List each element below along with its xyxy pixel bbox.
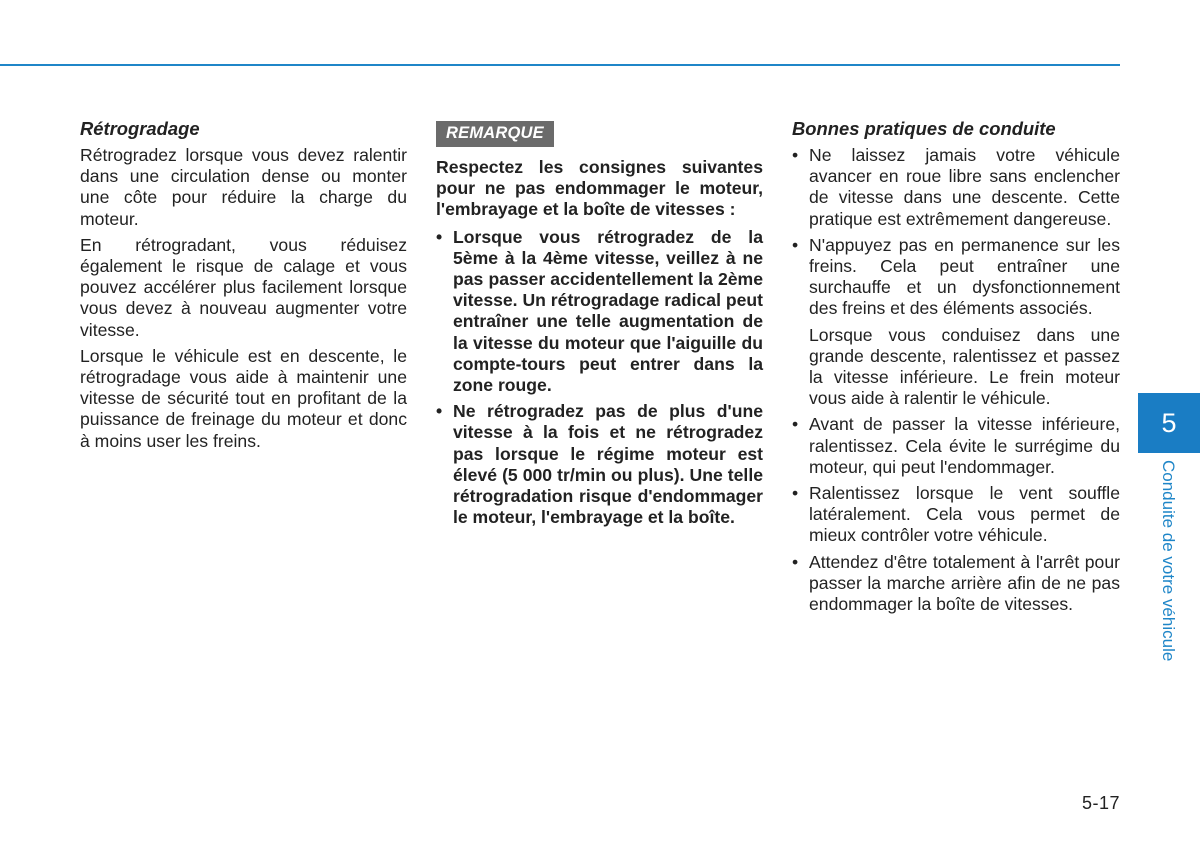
- bullet-icon: •: [792, 551, 799, 572]
- practice-bullet-item: [792, 414, 1120, 478]
- practice-bullet-item: [792, 552, 1120, 616]
- note-bullet-item: [436, 401, 763, 528]
- practice-bullet-text: Ne laissez jamais votre véhicule avancer en roue libre sans enclencher de vitesse dans une descente. Cette pratique est extrêmement dangereuse.: [809, 145, 1120, 229]
- note-bullet-text: Ne rétrogradez pas de plus d'une vitesse à la fois et ne rétrogradez pas lorsque le régime moteur est élevé (5 000 tr/min ou plus). Une telle rétrogradation risque d'endommager le moteur, l'embrayage et la boîte.: [453, 401, 763, 528]
- bullet-icon: •: [792, 234, 799, 255]
- left-column: [80, 118, 407, 457]
- practice-bullet-text: Ralentissez lorsque le vent souffle latéralement. Cela vous permet de mieux contrôler votre véhicule.: [809, 483, 1120, 546]
- bullet-icon: •: [792, 414, 799, 435]
- practice-bullet-list-2: [792, 414, 1120, 615]
- chapter-title: Conduite de votre véhicule: [1159, 460, 1178, 662]
- note-bullet-item: [436, 227, 763, 397]
- paragraph: Rétrogradez lorsque vous devez ralentir dans une circulation dense ou monter une côte pour réduire la charge du moteur.: [80, 145, 407, 229]
- chapter-number-tab: 5: [1138, 393, 1200, 453]
- note-bullet-text: Lorsque vous rétrogradez de la 5ème à la 4ème vitesse, veillez à ne pas passer accidentellement la 2ème vitesse. Un rétrogradage radical peut entraîner une telle augmentation de la vitesse du moteur que l'aiguille du compte-tours peut entrer dans la zone rouge.: [453, 226, 763, 396]
- top-rule: [0, 64, 1120, 66]
- note-bullet-list: [436, 227, 763, 529]
- section-heading-bonnes-pratiques: Bonnes pratiques de conduite: [792, 118, 1056, 139]
- bullet-icon: •: [792, 483, 799, 504]
- practice-bullet-text: Avant de passer la vitesse inférieure, ralentissez. Cela évite le surrégime du moteur, qui peut l'endommager.: [809, 414, 1120, 477]
- page-number: 5-17: [1081, 793, 1120, 813]
- remarque-badge: REMARQUE: [436, 121, 554, 147]
- middle-column: [436, 118, 763, 533]
- bullet-icon: •: [792, 145, 799, 165]
- right-column: [792, 118, 1120, 620]
- bullet-icon: •: [436, 401, 443, 422]
- practice-bullet-text: N'appuyez pas en permanence sur les freins. Cela peut entraîner une surchauffe et un dysfonctionnement des freins et des éléments associés.: [809, 234, 1120, 319]
- bullet-icon: •: [436, 226, 443, 247]
- practice-bullet-list: [792, 145, 1120, 320]
- section-heading-retrogradage: Rétrogradage: [80, 118, 200, 139]
- note-intro: Respectez les consignes suivantes pour ne pas endommager le moteur, l'embrayage et la boîte de vitesses :: [436, 157, 763, 220]
- paragraph: Lorsque le véhicule est en descente, le rétrogradage vous aide à maintenir une vitesse de sécurité tout en profitant de la puissance de freinage du moteur et donc à moins user les freins.: [80, 345, 407, 451]
- practice-bullet-item: [792, 145, 1120, 230]
- practice-continuation: Lorsque vous conduisez dans une grande descente, ralentissez et passez la vitesse inférieure. Le frein moteur vous aide à ralentir le véhicule.: [809, 324, 1120, 409]
- practice-bullet-item: [792, 483, 1120, 547]
- practice-bullet-text: Attendez d'être totalement à l'arrêt pour passer la marche arrière afin de ne pas endommager la boîte de vitesses.: [809, 551, 1120, 615]
- practice-bullet-item: [792, 235, 1120, 320]
- paragraph: En rétrogradant, vous réduisez également le risque de calage et vous pouvez accélérer plus facilement lorsque vous devez à nouveau augmenter votre vitesse.: [80, 234, 407, 340]
